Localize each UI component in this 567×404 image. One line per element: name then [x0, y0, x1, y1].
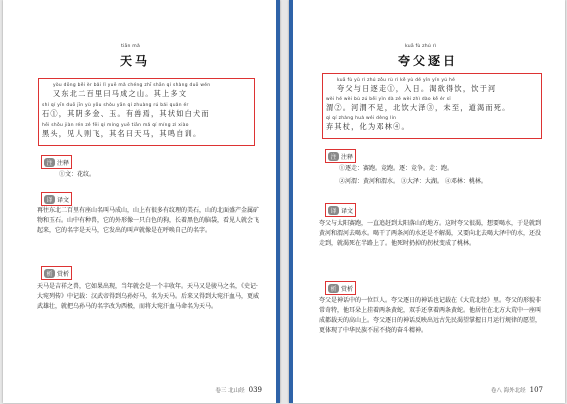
notes-label: 注释: [341, 153, 354, 161]
right-page: [289, 0, 565, 403]
left-verse-line-3: 黑头，见人则飞，其名曰天马，其鸣自训。: [42, 129, 202, 138]
right-translation-text: 夸父与太阳赛跑，一直追赶到太阳落山的地方。这时夸父很渴，想要喝水，于是就到黄河和渭河去喝水。喝干了两条河的水还是不解渴，又要向北去喝大泽中的水，还没走到，就渴死在半路上了。他死时扔掉的拐杖变成了桃林。: [319, 220, 542, 247]
left-verse-pinyin-2: shí qí yīn duō jīn yù yǒu shòu yān qí zhuàng rú bái quǎn ér: [42, 103, 189, 108]
right-appreciation-text: 夸父是神话中的一位巨人。夸父逐日的神话也记载在《大荒北经》里。夸父的形貌非常奇特，他耳朵上挂着两条黄蛇，双手还拿着两条黄蛇。他居住在北方大荒中一座叫成都载天的高山上。夸父逐日的神话反映出远古先民渴望掌握日月运行规律的愿望，更体现了中华民族不屈不挠的奋斗精神。: [319, 297, 542, 334]
notes-icon: 注: [44, 158, 55, 167]
left-footer: [215, 386, 262, 394]
left-note-1: ①文：花纹。: [59, 171, 96, 178]
left-appreciation-header: [41, 266, 72, 280]
notes-icon: 注: [328, 152, 339, 161]
left-translation-header: [41, 192, 72, 206]
right-page-edge: [289, 0, 293, 403]
translation-label: 译文: [341, 207, 354, 215]
right-verse-line-3: 弃其杖，化为邓林④。: [326, 122, 410, 131]
appreciation-label: 赏析: [341, 285, 354, 293]
right-footer-label: 卷八 海外北经: [490, 388, 526, 394]
appreciation-icon: 析: [328, 284, 339, 293]
translation-label: 译文: [57, 196, 70, 204]
right-verse-line-1: 夸父与日逐走①，入日。渴欲得饮，饮于河: [337, 84, 497, 93]
left-title: 天马: [120, 54, 151, 68]
left-verse-line-1: 又东北二百里曰马成之山。其上多文: [53, 89, 188, 98]
right-verse-line-2: 渭②。河渭不足，北饮大泽③，未至，道渴而死。: [326, 103, 511, 112]
left-page-edge: [276, 0, 280, 403]
right-verse-pinyin-1: kuā fù yǔ rì zhú zǒu rù rì kě yù dé yǐn yǐn yú hé: [337, 78, 456, 83]
left-verse-line-2: 石①，其阴多金、玉。有兽焉，其状如白犬而: [42, 109, 210, 118]
left-page-number: 039: [248, 386, 262, 394]
notes-label: 注释: [57, 159, 70, 167]
right-note-2: ②河渭：黄河和渭水。 ③大泽：大湖。 ④邓林：桃林。: [339, 178, 487, 185]
left-page: [3, 0, 280, 403]
right-page-number: 107: [529, 386, 543, 394]
right-notes-header: [325, 149, 356, 163]
right-verse-box: [322, 73, 542, 139]
left-verse-pinyin-1: yòu dōng běi èr bǎi lǐ yuē mǎ chéng zhī shān qí shàng duō wén: [53, 83, 211, 88]
right-verse-pinyin-2: wèi hé wèi bù zú běi yǐn dà zé wèi zhì dào kě ér sǐ: [326, 97, 451, 102]
left-appreciation-text: 天马是吉祥之兽，它如果出现，当年就会是一个丰收年。天马又是骏马之名，《史记·大宛列传》中记载：汉武帝得到乌孙好马，名为天马。后来又得到大宛汗血马，更威武雄壮，就把乌孙马的名字改为西极，而将大宛汗血马命名为天马。: [37, 283, 260, 310]
left-translation-text: 再往东北二百里有座山名叫马成山，山上有很多有纹理的美石，山的北面盛产金属矿物和玉石。山中有种兽，它的外形像一只白色的狗，长着黑色的脑袋，看见人就会飞起来，它的名字是天马，它发出的叫声就像是在呼唤自己的名字。: [37, 207, 260, 234]
right-title: 夸父逐日: [398, 54, 459, 68]
translation-icon: 译: [328, 206, 339, 215]
right-translation-header: [325, 203, 356, 217]
right-title-pinyin: kuā fù zhú rì: [405, 44, 437, 49]
left-verse-box: [38, 78, 255, 146]
appreciation-label: 赏析: [57, 270, 70, 278]
right-verse-pinyin-3: qì qí zhàng huà wéi dèng lín: [326, 116, 397, 121]
right-appreciation-header: [325, 281, 356, 295]
left-footer-label: 卷三 北山经: [215, 388, 245, 394]
left-title-pinyin: tiān mǎ: [121, 44, 140, 49]
right-note-1: ①逐走：赛跑。竞跑。逐：竞争。走：跑。: [339, 165, 454, 172]
left-verse-pinyin-3: hēi shǒu jiàn rén zé fēi qí míng yuē tiān mǎ qí míng zì xiào: [42, 123, 189, 128]
translation-icon: 译: [44, 195, 55, 204]
left-notes-header: [41, 155, 72, 169]
right-footer: [491, 386, 543, 394]
appreciation-icon: 析: [44, 269, 55, 278]
